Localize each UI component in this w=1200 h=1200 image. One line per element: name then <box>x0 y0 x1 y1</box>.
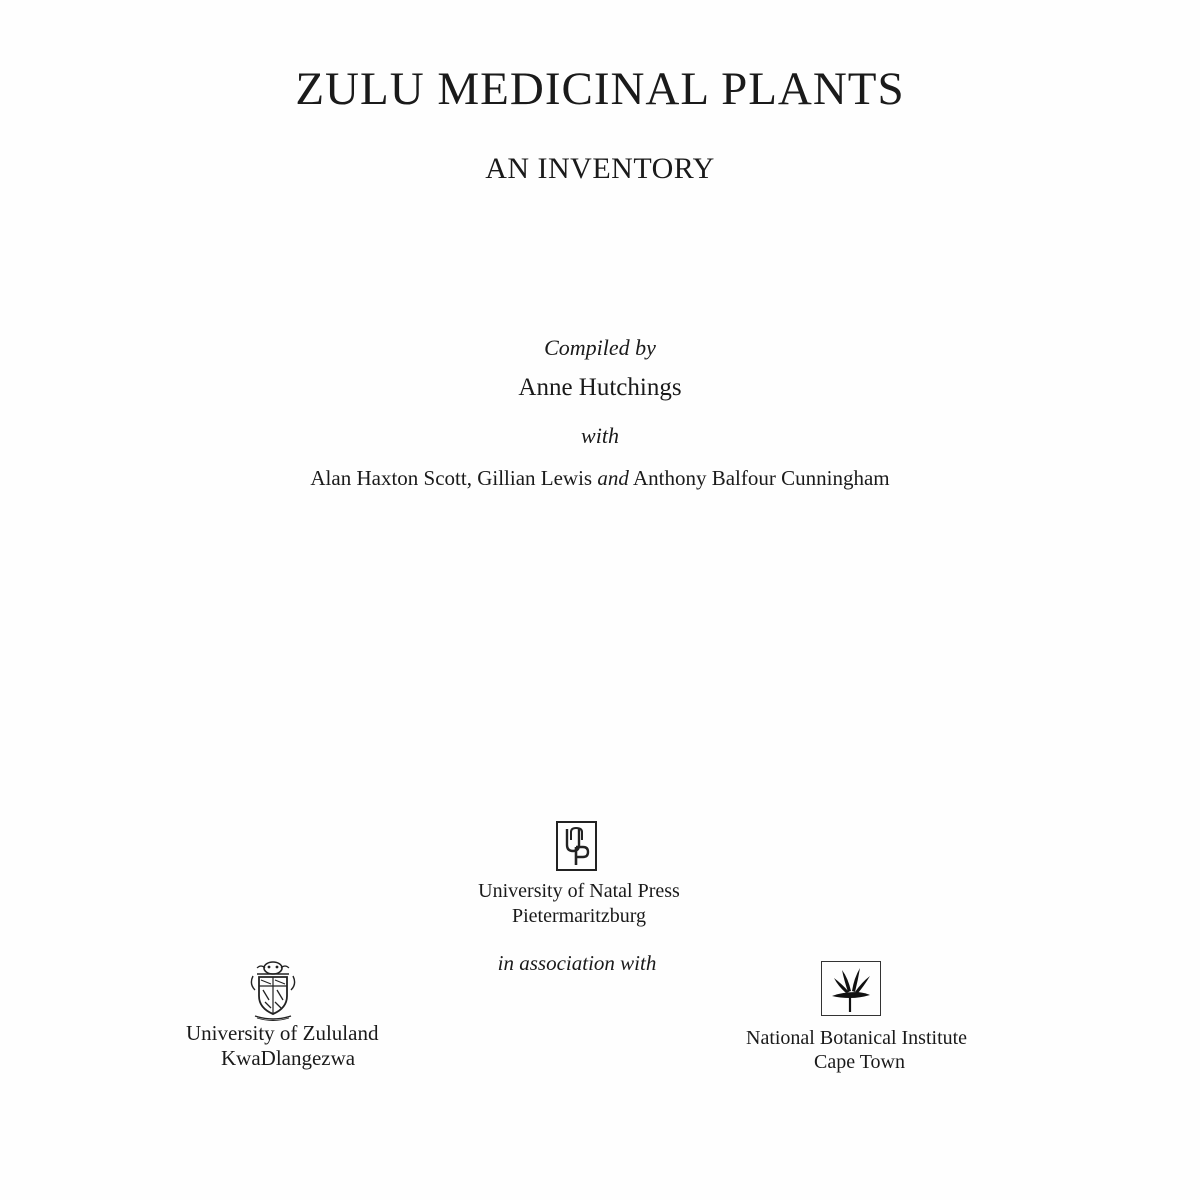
book-title <box>0 62 1200 116</box>
compiled-by-label: Compiled by <box>544 335 656 360</box>
publisher-city: Pietermaritzburg <box>511 905 647 927</box>
nbi-city: Cape Town <box>814 1051 905 1073</box>
author-name: Anne Hutchings <box>518 374 682 401</box>
coauthors-line <box>0 466 1200 491</box>
with-label: with <box>581 423 619 448</box>
unp-logo-mark <box>558 823 595 869</box>
strelitzia-logo-icon <box>821 961 881 1016</box>
association-text: in association with <box>497 951 657 975</box>
coauthors-last: Anthony Balfour Cunningham <box>632 466 890 490</box>
zululand-crest-icon <box>247 960 299 1022</box>
book-title-text: ZULU MEDICINAL PLANTS <box>295 63 905 115</box>
nbi-name: National Botanical Institute <box>746 1027 968 1049</box>
zululand-city: KwaDlangezwa <box>221 1046 356 1070</box>
zululand-name: University of Zululand <box>186 1021 379 1045</box>
unp-logo-icon <box>556 821 597 871</box>
publisher-name: University of Natal Press <box>478 880 680 902</box>
coauthors-first: Alan Haxton Scott, Gillian Lewis <box>310 466 593 490</box>
book-subtitle: AN INVENTORY <box>485 152 715 185</box>
coauthors-and: and <box>597 466 629 490</box>
